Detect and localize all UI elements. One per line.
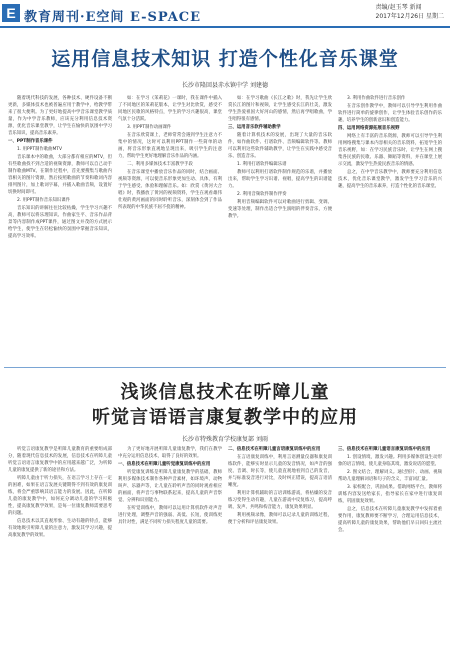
paragraph: 利用视频录像，教师可以记录儿童的训练过程，便于分析和评估康复效果。 [228,513,332,525]
paragraph: 2. 图文结合，理解词义。通过图片、动画、视频帮助儿童理解词语和句子的含义，丰富词汇量。 [338,470,442,482]
text-column [338,446,442,646]
section-heading: 三、运用音乐软件辅助教学 [228,125,281,130]
text-column [228,446,332,646]
paragraph: 信息技术以其直观形象、生动有趣的特点，能够有效地吸引听障儿童的注意力，激发其学习兴趣，提高康复教学的效果。 [8,519,112,538]
paragraph: 随着现代科技的发展，各种技术、硬件设备不断更新，多媒体技术也被普遍应用于教学中，给教学带来了很大便利。为了更好地提高中学音乐课堂教学质量，作为中学音乐教师，应该充分利用信息技术资源，优化音乐课堂教学，让学生在愉快的氛围中学习音乐知识，提高音乐素养。 [8,96,112,136]
paragraph: 二、利用多媒体技术丰富教学手段 [127,162,193,167]
article1-author: 长沙市隆回县赤水镇中学 刘建德 [182,82,268,89]
paragraph: 2. 利用音频软件制作伴奏 [237,192,287,197]
paragraph: 如：在学习歌曲《长江之歌》时，我先让学生欣赏长江的图片和视频，让学生感受长江的壮美，激发学生热爱祖国大好河山的感情，然后再学唱歌曲，学生唱得很有感情。 [228,96,332,122]
section-heading: 三、信息技术在听障儿童语言康复训练中的应用 [338,447,431,452]
article1-title: 运用信息技术知识 打造个性化音乐课堂 [51,48,399,70]
paragraph: 3. 用PPT制作动画课件 [127,125,172,130]
text-column [8,446,112,646]
paragraph: 网络上有丰富的音乐资源，教师可以引导学生利用网络搜集与课本内容相关的音乐资料，拓宽学生的音乐视野，如：在学习民族音乐时，让学生在网上搜集各民族的民歌、乐器、舞蹈等资料，并在课堂上展示交流，激发学生热爱民族音乐的情感。 [338,134,442,167]
paragraph: 3. 利用作曲软件进行音乐创作 [347,96,406,101]
section-title: 教育周刊·E空间 E-SPACE [24,10,202,25]
paragraph: 为了更好地开展听障儿童康复教学，我们在教学中充分运用信息技术，取得了良好的效果。 [118,447,222,459]
paragraph: 3. 家校配合，巩固成果。借助网络平台，教师将训练内容发送给家长，指导家长在家中进行康复训练，巩固康复效果。 [338,485,442,504]
article2-author: 长沙市特殊教育学校康复部 刘雨 [182,436,268,443]
page-header [0,0,450,28]
paragraph: 如：在学习《茉莉花》一课时，我在课件中插入了不同地区的茉莉花版本，让学生对比欣赏，感受不同地区民歌的风格特点，学生的学习兴趣很高，课堂气氛十分活跃。 [118,96,222,122]
paragraph: 音乐课本中的歌曲，大部分都有相应的MTV，但有些歌曲找不到合适的视频资源，教师可以自己动手制作歌曲MTV。在制作过程中，首先要搜集与歌曲内容相关的图片资源，然后按照歌曲的节奏和歌词内容排列图片，加上歌词字幕，并插入歌曲音频，设置好切换时间即可。 [8,155,112,195]
text-column [338,95,442,363]
section-heading: 一、信息技术在听障儿童听觉康复训练中的应用 [118,462,211,467]
article1-body [8,95,442,363]
paragraph: 随着计算机技术的发展，出现了大量的音乐软件，如作曲软件、打谱软件、音频编辑软件等。教师可以利用这些软件辅助教学，让学生在实践中感受音乐、创造音乐。 [228,133,332,159]
paragraph: 听觉康复训练是听障儿童康复教学的基础，教师利用多媒体技术制作各种声音素材，如环境声、动物叫声、乐器声等，让儿童在聆听声音的同时观看相应的画面，将声音与事物联系起来，提高儿童的声音察觉、分辨和识别能力。 [118,470,222,503]
section-heading: 四、运用网络资源拓展音乐视野 [338,126,400,131]
editor-credit: 责编/赵玉琴 新闻 [375,4,422,11]
text-column [8,95,112,363]
paragraph: 在音乐欣赏课上，老师常常会遇到学生注意力不集中的情况，这时可以利用PPT制作一些简单的动画，将音乐形象直观地呈现出来，吸引学生的注意力，帮助学生更好地理解音乐作品的内涵。 [118,133,222,159]
paragraph: 1. 用PPT制作歌曲MTV [17,147,62,152]
paragraph: 听觉言语康复教学是听障儿童教育的重要组成部分，随着现代信息技术的发展，信息技术在听障儿童听觉言语语言康复教学中的应用越来越广泛，为听障儿童的康复提供了新的途径和方法。 [8,447,112,473]
paragraph: 在言语康复训练中，利用言语测量仪器和康复训练软件，能够实时显示儿童的发音情况，如声音的强度、音调、时长等，使儿童直观地看到自己的发音，并与标准发音进行对比，及时纠正错误，提高言语清晰度。 [228,455,332,488]
issue-date: 2017年12月26日 星期二 [375,13,444,20]
section-heading: 二、信息技术在听障儿童言语康复训练中的应用 [228,447,321,452]
paragraph: 利用音频编辑软件可以对歌曲进行剪辑、变调、变速等处理，制作出适合学生演唱的伴奏音乐，方便教学。 [228,200,332,219]
paragraph: 总之，在中学音乐教学中，教师要充分利用信息技术，优化音乐课堂教学，激发学生学习音乐的兴趣，提高学生的音乐素养，打造个性化的音乐课堂。 [338,170,442,189]
paragraph: 音乐知识的讲解往往比较枯燥，学生学习兴趣不高，教师可以将乐理知识、作曲家生平、音乐作品背景等内容制作成PPT课件，通过图文并茂的方式展示给学生，使学生在轻松愉快的氛围中掌握音乐知识，提高学习效率。 [8,206,112,239]
article2-title-line2: 听觉言语语言康复教学中的应用 [92,407,358,428]
text-column [228,95,332,363]
paragraph: 利用计算机辅助的言语训练游戏，将枯燥的发音练习变得生动有趣，儿童在游戏中反复练习，提高呼吸、发声、共鸣和构音能力，康复效果明显。 [228,491,332,510]
text-column [118,446,222,646]
text-column [118,95,222,363]
paragraph: 教师可以利用打谱软件制作规范的乐谱，并播放出来，帮助学生学习识谱、视唱，提高学生的识谱能力。 [228,170,332,189]
article2-body [8,446,442,646]
paragraph: 在音乐创作教学中，教师可以引导学生利用作曲软件进行简单的旋律创作，让学生体验音乐创作的乐趣，培养学生的创新意识和创造能力。 [338,104,442,123]
paragraph: 1. 利用打谱软件编辑乐谱 [237,162,287,167]
paragraph: 在听觉训练中，教师可以运用计算机软件对声音进行处理，调整声音的强弱、高低、长短，使训练更具针对性，满足不同听力损失程度儿童的需要。 [118,506,222,525]
header-meta [376,3,444,21]
paragraph: 2. 用PPT制作音乐知识课件 [17,198,71,203]
paragraph: 1. 创设情境，激发兴趣。利用多媒体创设生动形象的语言情境，使儿童身临其境，激发说话的愿望。 [338,455,442,467]
paragraph: 总之，信息技术在听障儿童康复教学中发挥着重要作用，康复教师要不断学习，合理运用信息技术，提高听障儿童的康复效果，帮助他们早日回归主流社会。 [338,507,442,533]
section-heading: 一、PPT制作音乐课件 [8,139,53,144]
paragraph: 在音乐课堂中播放音乐作品的同时，结合画面、视频等资源，可以使音乐形象更加生动、具体，有利于学生感受、体验和理解音乐。如：欣赏《黄河大合唱》时，我播放了黄河的视频资料，学生在观看雄伟壮观的黄河画面的同时聆听音乐，深刻体会到了作品所表现的中华民族不屈不挠的精神。 [118,170,222,210]
e-logo-icon: E [2,4,20,22]
header-rule [0,26,450,28]
article2-title-line1: 浅谈信息技术在听障儿童 [120,382,330,403]
article-divider [4,367,446,368]
article2-title [0,380,450,430]
paragraph: 听障儿童由于听力损失，在语言学习上存在一定的困难，如果在语言发展关键期得不到有效的康复训练，将会严重影响其语言能力的发展。因此，在听障儿童的康复教学中，如何充分调动儿童的学习积极性，提高康复教学效果，是每一位康复教师需要思考的问题。 [8,476,112,516]
